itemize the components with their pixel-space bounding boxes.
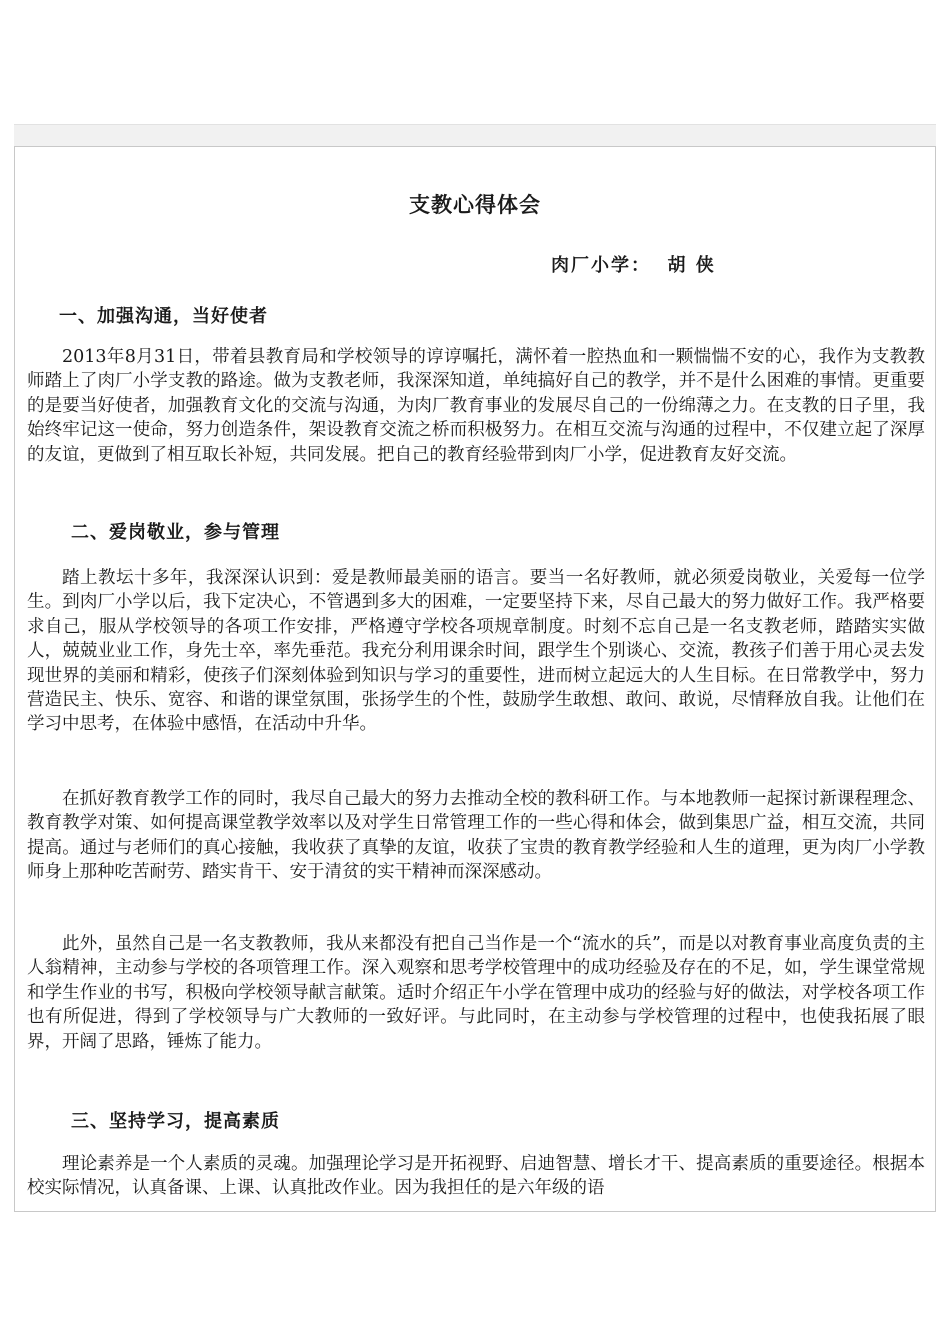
author-line: 肉厂小学： 胡 侠: [551, 255, 716, 276]
paragraph: 理论素养是一个人素质的灵魂。加强理论学习是开拓视野、启迪智慧、增长才干、提高素质的重要途径。根据本校实际情况，认真备课、上课、认真批改作业。因为我担任的是六年级的语: [27, 1154, 925, 1199]
section-heading-3: 三、坚持学习，提高素质: [71, 1111, 280, 1132]
document-title: 支教心得体会: [409, 193, 541, 217]
section-heading-2: 二、爱岗敬业，参与管理: [71, 522, 280, 543]
paragraph: 在抓好教育教学工作的同时，我尽自己最大的努力去推动全校的教科研工作。与本地教师一起探讨新课程理念、教育教学对策、如何提高课堂教学效率以及对学生日常管理工作的一些心得和体会，做到集思广益，相互交流，共同提高。通过与老师们的真心接触，我收获了真挚的友谊，收获了宝贵的教育教学经验和人生的道理，更为肉厂小学教师身上那种吃苦耐劳、踏实肯干、安于清贫的实干精神而深深感动。: [27, 789, 925, 883]
section-heading-1: 一、加强沟通，当好使者: [59, 306, 268, 327]
paragraph: 2013年8月31日，带着县教育局和学校领导的谆谆嘱托，满怀着一腔热血和一颗惴惴不安的心，我作为支教教师踏上了肉厂小学支教的路途。做为支教老师，我深深知道，单纯搞好自己的教学，并不是什么困难的事情。更重要的是要当好使者，加强教育文化的交流与沟通，为肉厂教育事业的发展尽自己的一份绵薄之力。在支教的日子里，我始终牢记这一使命，努力创造条件，架设教育交流之桥而积极努力。在相互交流与沟通的过程中，不仅建立起了深厚的友谊，更做到了相互取长补短，共同发展。把自己的教育经验带到肉厂小学，促进教育友好交流。: [27, 347, 925, 465]
page-top-band: [14, 124, 936, 146]
paragraph: 踏上教坛十多年，我深深认识到：爱是教师最美丽的语言。要当一名好教师，就必须爱岗敬业，关爱每一位学生。到肉厂小学以后，我下定决心，不管遇到多大的困难，一定要坚持下来，尽自己最大的努力做好工作。我严格要求自己，服从学校领导的各项工作安排，严格遵守学校各项规章制度。时刻不忘自己是一名支教老师，踏踏实实做人，兢兢业业工作，身先士卒，率先垂范。我充分利用课余时间，跟学生个别谈心、交流，教孩子们善于用心灵去发现世界的美丽和精彩，使孩子们深刻体验到知识与学习的重要性，进而树立起远大的人生目标。在日常教学中，努力营造民主、快乐、宽容、和谐的课堂氛围，张扬学生的个性，鼓励学生敢想、敢问、敢说，尽情释放自我。让他们在学习中思考，在体验中感悟，在活动中升华。: [27, 568, 925, 735]
document-page: [14, 146, 936, 1212]
paragraph: 此外，虽然自己是一名支教教师，我从来都没有把自己当作是一个“流水的兵”，而是以对教育事业高度负责的主人翁精神，主动参与学校的各项管理工作。深入观察和思考学校管理中的成功经验及存在的不足，如，学生课堂常规和学生作业的书写，积极向学校领导献言献策。适时介绍正午小学在管理中成功的经验与好的做法，对学校各项工作也有所促进，得到了学校领导与广大教师的一致好评。与此同时，在主动参与学校管理的过程中，也使我拓展了眼界，开阔了思路，锤炼了能力。: [27, 934, 925, 1052]
